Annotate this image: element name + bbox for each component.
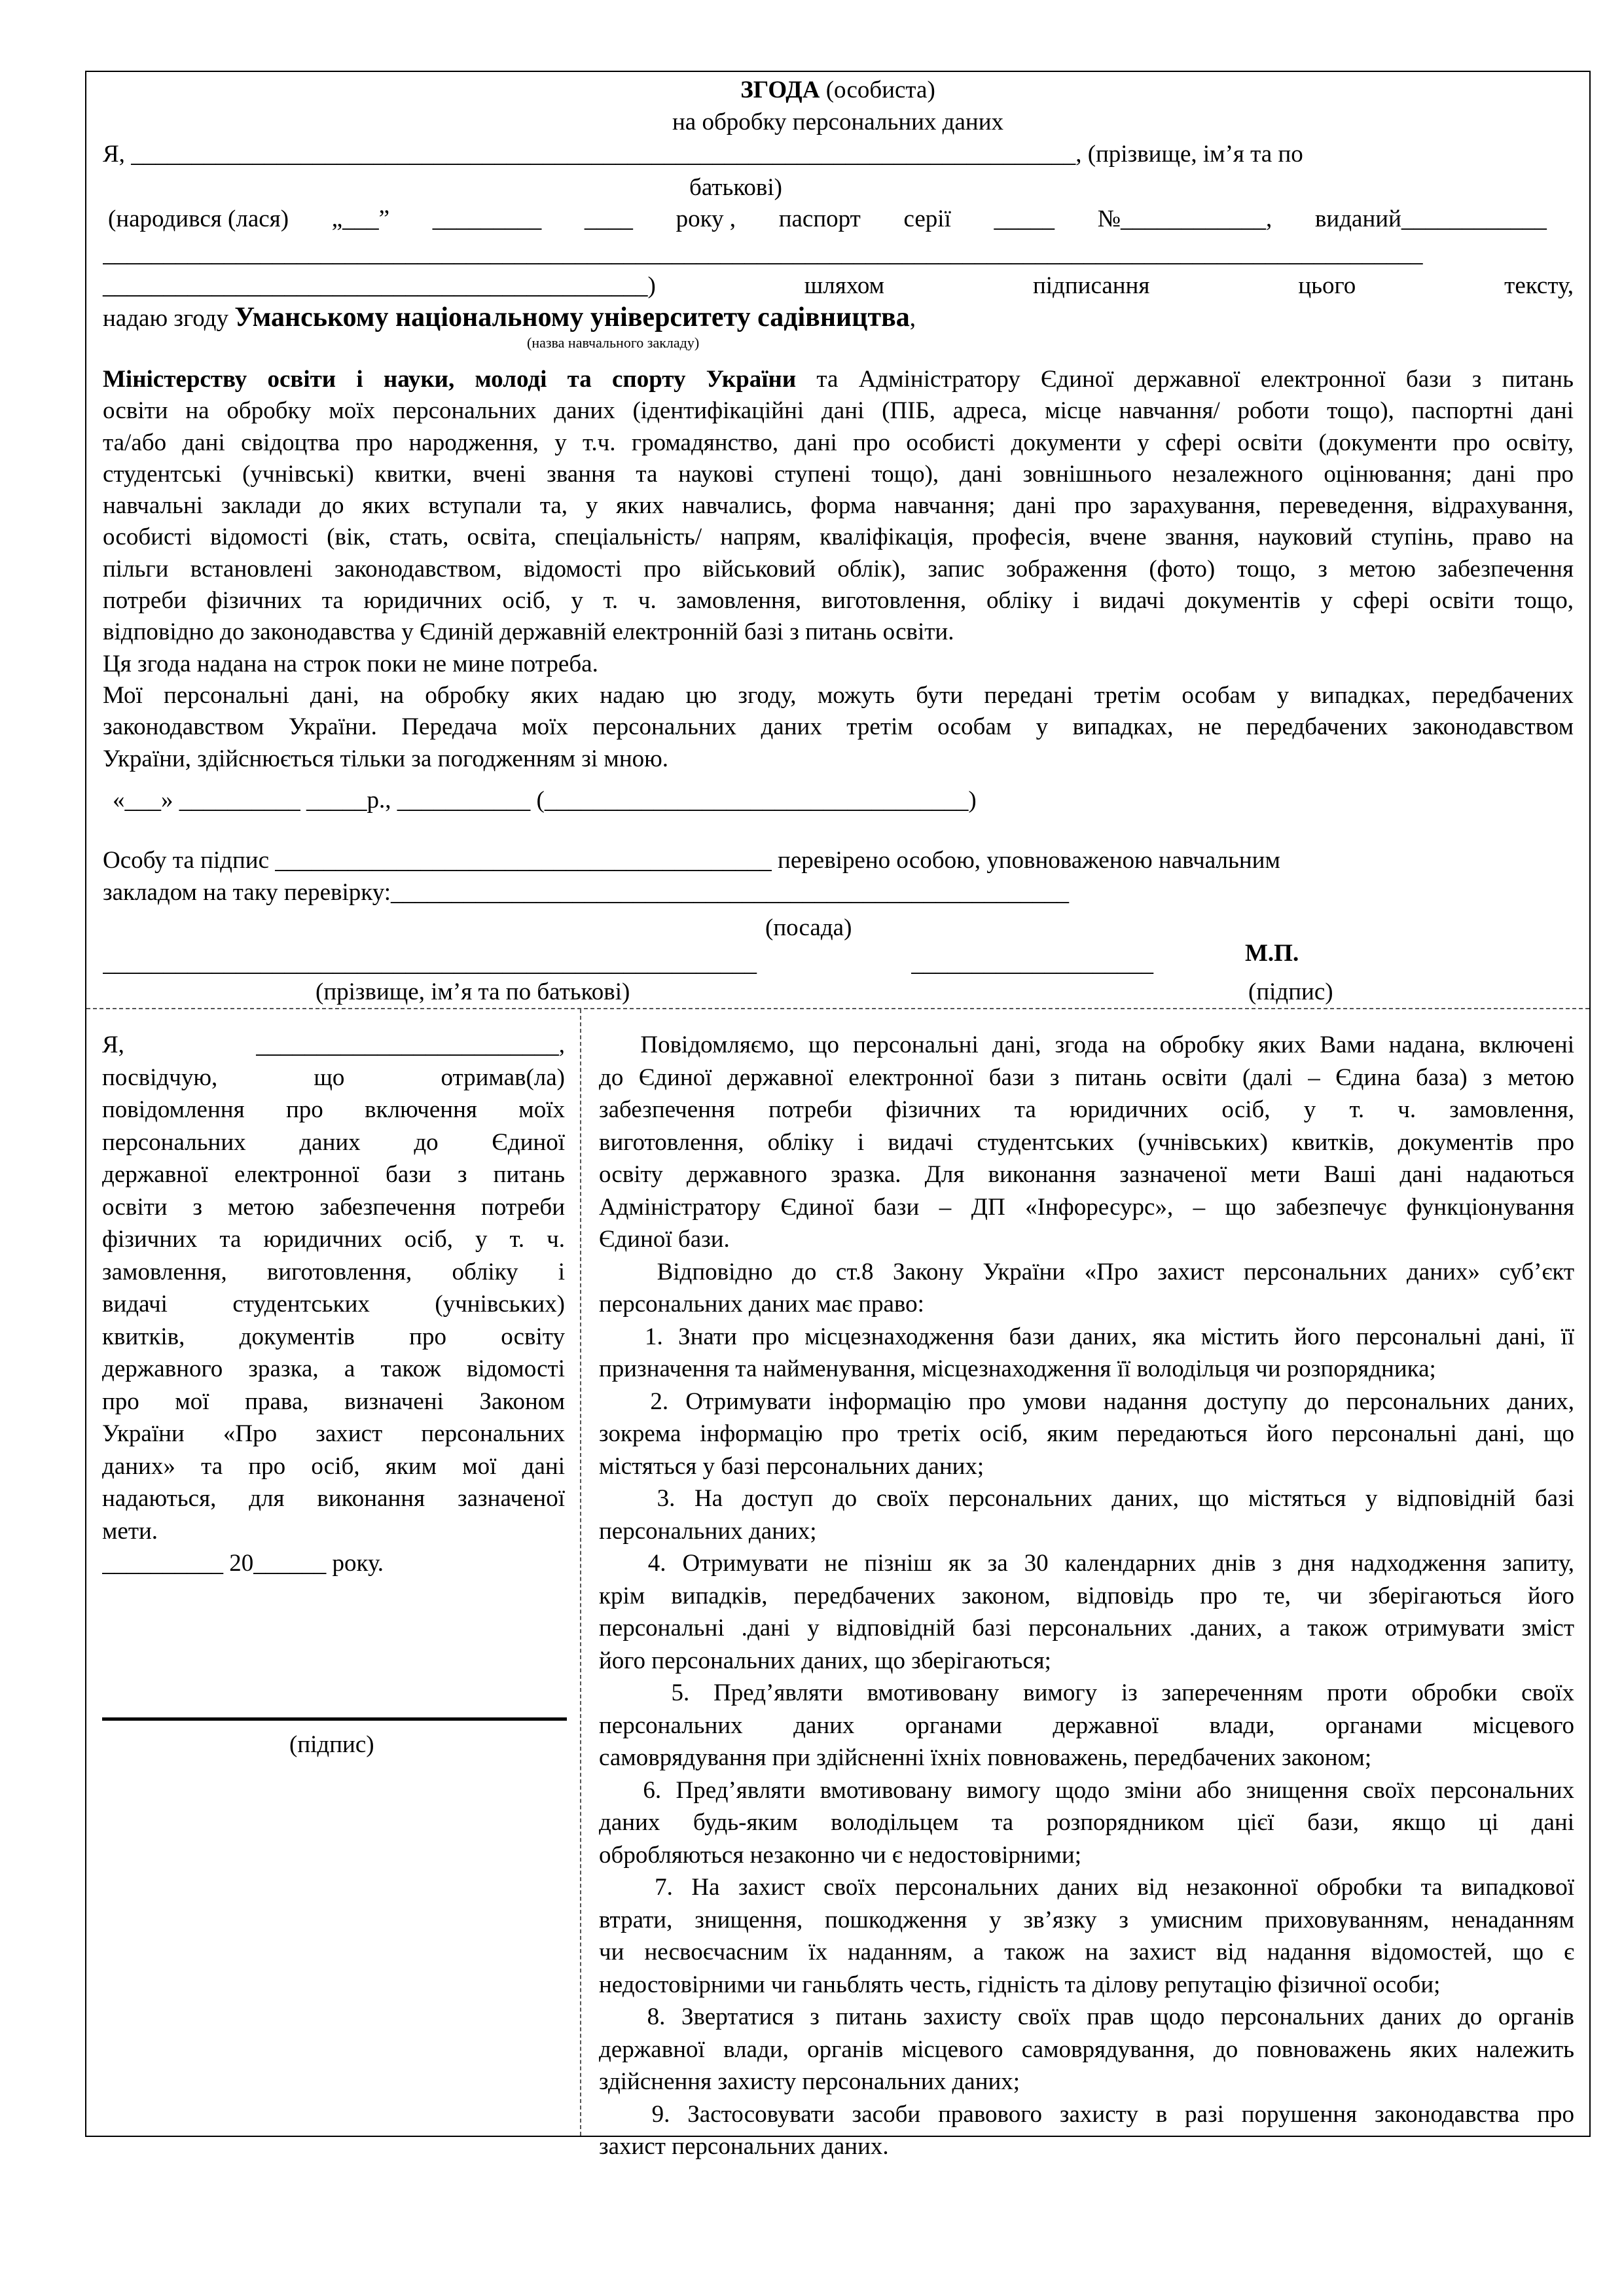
notice-line: 9. Застосовувати засоби правового захисту в разі порушення законодавства про (599, 2100, 1574, 2128)
receipt-signature-caption: (підпис) (289, 1731, 374, 1758)
born-label: (народився (лася) (108, 206, 289, 232)
notice-line: 2. Отримувати інформацію про умови надання доступу до персональних даних, (599, 1388, 1574, 1415)
main-line-text: та Адміністратору Єдиної державної електронної бази з питань (796, 366, 1574, 393)
receipt-line: України «Про захист персональних (102, 1420, 565, 1447)
main-line: студентські (учнівські) квитки, вчені звання та наукові ступені тощо), дані зовнішнього незалежного оцінювання; дані про (103, 460, 1574, 488)
notice-line: 7. На захист своїх персональних даних від незаконної обробки та випадкової (599, 1874, 1574, 1901)
notice-column (581, 1009, 1592, 2160)
receipt-line: квитків, документів про освіту (102, 1323, 565, 1350)
receipt-line: замовлення, виготовлення, обліку і (102, 1258, 565, 1285)
notice-line: державної влади, органів місцевого самоврядування, до повноважень яких належить (599, 2036, 1574, 2063)
issued-by-blank[interactable]: виданий____________ (1314, 206, 1547, 232)
receipt-line: мети. (102, 1517, 158, 1545)
full-name-line (103, 140, 1303, 169)
verification-line-2 (103, 878, 1069, 907)
main-line: відповідно до законодавства у Єдиній державній електронній базі з питань освіти. (103, 619, 954, 646)
notice-line: персональних даних має право: (599, 1291, 924, 1318)
verifier-position-blank[interactable]: ________________________________________________________ (391, 879, 1070, 906)
receipt-line: державного зразка, а також відомості (102, 1355, 565, 1382)
consent-main-paragraph (103, 364, 1574, 775)
word-signing: підписання (1032, 272, 1150, 299)
receipt-line: фізичних та юридичних осіб, у т. ч. (102, 1226, 565, 1253)
notice-line: 1. Знати про місцезнаходження бази даних, яка містить його персональні дані, її (599, 1323, 1574, 1350)
receipt-line: даних» та про осіб, яким мої дані (102, 1452, 565, 1480)
notice-line: Єдиної бази. (599, 1226, 730, 1253)
signing-line (103, 272, 1574, 300)
word-this: цього (1298, 272, 1356, 299)
notice-line: зокрема інформацію про третіх осіб, яким передаються його персональні дані, що (599, 1420, 1574, 1447)
word-text: тексту, (1504, 272, 1574, 299)
main-line: освіти на обробку моїх персональних даних (ідентифікаційні дані (ПІБ, адреса, місце навчання/ роботи тощо), паспортні дані (103, 397, 1574, 425)
notice-line: 6. Пред’являти вмотивовану вимогу щодо зміни або знищення своїх персональних (599, 1776, 1574, 1804)
passport-label: паспорт (778, 206, 861, 232)
passport-number-blank[interactable]: №____________, (1097, 206, 1272, 232)
title-bold: ЗГОДА (740, 77, 820, 103)
main-line: особисті відомості (вік, стать, освіта, спеціальність/ напрям, кваліфікація, професія, вчене звання, науковий ступінь, право на (103, 524, 1574, 551)
birth-passport-line (108, 205, 1547, 234)
consent-section (86, 72, 1589, 1009)
comma: , (909, 305, 916, 332)
word-way: шляхом (804, 272, 885, 299)
notice-line: самоврядування при здійсненні їхніх повноважень, передбачених законом; (599, 1744, 1372, 1771)
notice-paragraph (599, 1029, 1574, 2163)
notice-line: персональних даних органами державної влади, органами місцевого (599, 1712, 1574, 1739)
receipt-line: державної електронної бази з питань (102, 1161, 565, 1188)
receipt-line: персональних даних до Єдиної (102, 1128, 565, 1156)
issued-by-continuation-blank[interactable]: _____________________________________________________________________________________________________________ (103, 240, 1423, 267)
receipt-name-line[interactable]: Я, _________________________, (102, 1031, 565, 1058)
notice-line: містяться у базі персональних даних; (599, 1452, 984, 1480)
issued-by-end-blank[interactable]: _____________________________________________) (103, 272, 656, 299)
notice-line: 5. Пред’являти вмотивовану вимогу із запереченням проти обробки своїх (599, 1679, 1574, 1706)
transfer-line: Мої персональні дані, на обробку яких надаю цю згоду, можуть бути передані третім особам у випадках, передбачених (103, 681, 1574, 709)
notice-line: призначення та найменування, місцезнаходження її володільця чи розпорядника; (599, 1355, 1436, 1382)
notice-line: його персональних даних, що зберігаються; (599, 1647, 1051, 1674)
transfer-line: законодавством України. Передача моїх персональних даних третім особам у випадках, не передбачених законодавством (103, 713, 1574, 741)
receipt-line: надаються, для виконання зазначеної (102, 1485, 565, 1512)
series-label: серії (903, 206, 951, 232)
ministry-name: Міністерству освіти і науки, молоді та спорту України (103, 366, 797, 393)
notice-line: втрати, знищення, пошкодження у зв’язку з умисним приховуванням, ненаданням (599, 1906, 1574, 1933)
verify-text: перевірено особою, уповноваженою навчальним (771, 847, 1280, 874)
notice-line: 3. На доступ до своїх персональних даних, що містяться у відповідній базі (599, 1485, 1574, 1512)
notice-line: обробляються незаконно чи є недостовірними; (599, 1841, 1081, 1869)
main-line: та/або дані свідоцтва про народження, у т.ч. громадянство, дані про особисті документи у сфері освіти (документи про освіту, (103, 429, 1574, 456)
receipt-column (86, 1009, 581, 2136)
document-title (86, 76, 1589, 105)
institution-caption: (назва навчального закладу) (527, 334, 700, 351)
notice-line: Відповідно до ст.8 Закону України «Про захист персональних даних» суб’єкт (599, 1258, 1574, 1285)
signature-caption: (підпис) (1248, 978, 1333, 1005)
institution-line (103, 303, 916, 333)
consent-form (85, 71, 1591, 2160)
document-subtitle: на обробку персональних даних (672, 109, 1004, 135)
main-line: навчальні заклади до яких вступали та, у яких навчались, форма навчання; дані про зарахування, переведення, відрахування, (103, 492, 1574, 520)
notice-line: освіту державного зразка. Для виконання зазначеної мети Ваші дані надаються (599, 1161, 1574, 1188)
passport-series-blank[interactable]: _____ (994, 206, 1055, 232)
birth-month-blank[interactable]: _________ (432, 206, 542, 232)
title-rest: (особиста) (820, 77, 935, 103)
notice-line: персональних даних; (599, 1517, 817, 1545)
notice-line: здійснення захисту персональних даних; (599, 2068, 1020, 2095)
full-name-blank[interactable]: ______________________________________________________________________________ (131, 141, 1076, 168)
year-label: року , (676, 206, 736, 232)
label-i: Я, (103, 141, 132, 168)
give-consent-label: надаю згоду (103, 305, 235, 332)
notice-line: недостовірними чи ганьблять честь, гідність та ділову репутацію фізичної особи; (599, 1971, 1441, 1998)
name-caption: (прізвище, ім’я та по батькові) (316, 978, 630, 1005)
notice-line: захист персональних даних. (599, 2133, 889, 2160)
notice-line: Повідомляємо, що персональні дані, згода на обробку яких Вами надана, включені (599, 1031, 1574, 1058)
transfer-line: України, здійснюється тільки за погодженням зі мною. (103, 745, 669, 772)
notice-line: 4. Отримувати не пізніш як за 30 календарних днів з дня надходження запиту, (599, 1550, 1574, 1577)
notice-line: до Єдиної державної електронної бази з питань освіти (далі – Єдина база) з метою (599, 1064, 1574, 1091)
date-signature-line[interactable]: «___» __________ _____р., ___________ (___________________________________) (113, 787, 977, 814)
verification-line (103, 846, 1280, 875)
receipt-date-line[interactable]: __________ 20______ року. (102, 1550, 384, 1577)
verifier-signature-blank[interactable]: ____________________ (911, 950, 1153, 977)
institution-name: Уманському національному університету садівництва (234, 302, 910, 332)
patronymic-caption: батькові) (689, 174, 783, 201)
notice-line: виготовлення, обліку і видачі студентських (учнівських) квитків, документів про (599, 1128, 1574, 1156)
receipt-line: видачі студентських (учнівських) (102, 1291, 565, 1318)
notice-line: 8. Звертатися з питань захисту своїх прав щодо персональних даних до органів (599, 2003, 1574, 2030)
receipt-line: посвідчую, що отримав(ла) (102, 1064, 565, 1091)
full-name-caption: , (прізвище, ім’я та по (1075, 141, 1303, 168)
verify-label-2: закладом на таку перевірку: (103, 879, 391, 906)
birth-day-blank[interactable]: „___” (331, 206, 390, 232)
verify-label: Особу та підпис (103, 847, 276, 874)
receipt-line: про мої права, визначені Законом (102, 1388, 565, 1415)
notice-line: даних будь-яким володільцем та розпорядником цієї бази, якщо ці дані (599, 1809, 1574, 1836)
main-line (103, 364, 1574, 395)
receipt-paragraph (102, 1029, 565, 1580)
notification-section (86, 1009, 1589, 2160)
position-caption: (посада) (765, 914, 852, 941)
verify-signature-blank[interactable]: _________________________________________ (275, 847, 772, 874)
main-line: пільги встановлені законодавством, відомості про військовий облік), запис зображення (фото) тощо, з метою забезпечення (103, 555, 1574, 583)
receipt-signature-rule[interactable] (102, 1717, 567, 1721)
main-line: потреби фізичних та юридичних осіб, у т. ч. замовлення, виготовлення, обліку і видачі документів у сфері освіти тощо, (103, 587, 1574, 615)
notice-line: крім випадків, передбачених законом, відповідь про те, чи зберігаються його (599, 1582, 1574, 1609)
notice-line: забезпечення потреби фізичних та юридичних осіб, у т. ч. замовлення, (599, 1096, 1574, 1123)
verifier-name-blank[interactable]: ______________________________________________________ (103, 950, 757, 977)
notice-line: персональні .дані у відповідній базі персональних .даних, а також отримувати зміст (599, 1615, 1574, 1641)
receipt-line: повідомлення про включення моїх (102, 1096, 565, 1123)
notice-line: Адміністратору Єдиної бази – ДП «Інфоресурс», – що забезпечує функціонування (599, 1193, 1574, 1221)
notice-line: чи несвоєчасним їх наданням, а також на захист від надання відомостей, що є (599, 1939, 1574, 1965)
seal-label: М.П. (1245, 940, 1299, 967)
term-line: Ця згода надана на строк поки не мине потреба. (103, 650, 598, 677)
birth-year-blank[interactable]: ____ (584, 206, 633, 232)
receipt-line: освіти з метою забезпечення потреби (102, 1193, 565, 1221)
